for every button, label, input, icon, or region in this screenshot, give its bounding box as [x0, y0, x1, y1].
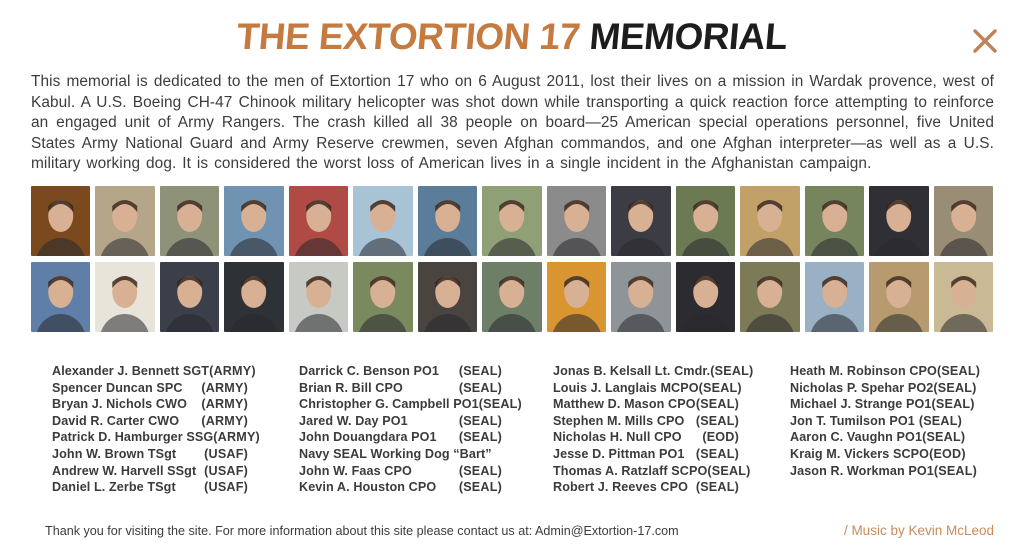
roster-branch: (ARMY): [201, 413, 248, 428]
person-silhouette-icon: [805, 186, 864, 256]
header: [0, 0, 1024, 66]
portrait-photo: [289, 262, 348, 332]
roster-branch: (EOD): [929, 446, 966, 461]
portrait-photo: [740, 262, 799, 332]
roster-row: [553, 463, 751, 480]
footer: [0, 523, 1024, 538]
person-silhouette-icon: [31, 262, 90, 332]
portrait-photo: [160, 186, 219, 256]
page-title-accent: THE EXTORTION 17: [235, 16, 582, 57]
roster-name: John W. Brown TSgt: [52, 446, 177, 461]
roster-branch: (SEAL): [933, 380, 977, 395]
roster-row: [299, 396, 522, 413]
roster-branch: (ARMY): [201, 397, 248, 412]
roster-row: [553, 413, 739, 430]
roster-branch: (SEAL): [458, 380, 502, 395]
roster: [52, 363, 994, 496]
roster-branch: (USAF): [204, 480, 248, 495]
roster-name: Heath M. Robinson CPO: [790, 363, 937, 378]
portrait-photo: [224, 262, 283, 332]
roster-branch: (SEAL): [458, 463, 502, 478]
roster-branch: (SEAL): [710, 363, 754, 378]
person-silhouette-icon: [676, 262, 735, 332]
roster-name: David R. Carter CWO: [52, 413, 180, 428]
roster-row: [299, 479, 502, 496]
roster-branch: (EOD): [702, 430, 739, 445]
person-silhouette-icon: [418, 262, 477, 332]
roster-name: Andrew W. Harvell SSgt: [52, 463, 197, 478]
roster-name: Jon T. Tumilson PO1: [790, 413, 915, 428]
person-silhouette-icon: [869, 186, 928, 256]
person-silhouette-icon: [224, 262, 283, 332]
person-silhouette-icon: [547, 262, 606, 332]
roster-branch: (SEAL): [458, 363, 502, 378]
roster-branch: (USAF): [204, 463, 248, 478]
roster-row: [52, 396, 248, 413]
person-silhouette-icon: [160, 186, 219, 256]
roster-row: [553, 396, 739, 413]
roster-branch: (SEAL): [458, 480, 502, 495]
roster-row: [790, 463, 978, 480]
roster-column-2: [299, 363, 522, 496]
roster-name: Navy SEAL Working Dog “Bart”: [299, 446, 492, 461]
roster-name: Thomas A. Ratzlaff SCPO: [553, 463, 708, 478]
roster-branch: (SEAL): [931, 397, 975, 412]
portrait-photo: [547, 262, 606, 332]
music-credit-link[interactable]: / Music by Kevin McLeod: [843, 523, 994, 538]
person-silhouette-icon: [353, 186, 412, 256]
roster-name: Jason R. Workman PO1: [790, 463, 934, 478]
photo-grid: [31, 186, 993, 332]
roster-name: Matthew D. Mason CPO: [553, 397, 696, 412]
person-silhouette-icon: [353, 262, 412, 332]
roster-row: [553, 429, 739, 446]
roster-row: [52, 363, 256, 380]
roster-branch: (SEAL): [478, 397, 522, 412]
roster-name: Bryan J. Nichols CWO: [52, 397, 187, 412]
roster-name: Kraig M. Vickers SCPO: [790, 446, 930, 461]
roster-name: Darrick C. Benson PO1: [299, 363, 439, 378]
roster-branch: (SEAL): [933, 463, 978, 478]
portrait-photo: [934, 262, 993, 332]
portrait-photo: [676, 262, 735, 332]
person-silhouette-icon: [482, 262, 541, 332]
roster-branch: (SEAL): [695, 413, 739, 428]
intro-paragraph: This memorial is dedicated to the men of Extortion 17 who on 6 August 2011, lost their lives on a mission in Wardak provence, west of Kabul. A U.S. Boeing CH-47 Chinook military helicopter was shot down while transporting a quick reaction force attempting to reinforce an engaged unit of Army Rangers. The crash killed all 38 people on board—25 American special operations personnel, five United States Army National Guard and Army Reserve crewmen, seven Afghan commandos, and one Afghan interpreter—as well as a U.S. military working dog. It is considered the worst loss of American lives in a single incident in the Afghanistan campaign.: [31, 73, 994, 173]
person-silhouette-icon: [934, 262, 993, 332]
roster-row: [52, 413, 248, 430]
close-icon[interactable]: [968, 24, 1002, 58]
portrait-photo: [160, 262, 219, 332]
portrait-photo: [353, 186, 412, 256]
person-silhouette-icon: [31, 186, 90, 256]
person-silhouette-icon: [224, 186, 283, 256]
roster-name: Jared W. Day PO1: [299, 413, 408, 428]
roster-name: Michael J. Strange PO1: [790, 397, 932, 412]
portrait-photo: [95, 262, 154, 332]
roster-branch: (SEAL): [936, 363, 981, 378]
roster-name: Patrick D. Hamburger SSG: [52, 430, 214, 445]
roster-row: [553, 446, 739, 463]
roster-column-4: [790, 363, 981, 496]
portrait-photo: [482, 186, 541, 256]
roster-row: [553, 479, 739, 496]
person-silhouette-icon: [611, 186, 670, 256]
portrait-photo: [869, 262, 928, 332]
roster-row: [299, 429, 502, 446]
roster-name: Christopher G. Campbell PO1: [299, 397, 479, 412]
roster-row: [790, 429, 966, 446]
roster-branch: (ARMY): [209, 363, 256, 378]
roster-branch: (SEAL): [458, 413, 502, 428]
page-title-rest: MEMORIAL: [587, 16, 789, 57]
roster-name: Aaron C. Vaughn PO1: [790, 430, 923, 445]
roster-name: Alexander J. Bennett SGT: [52, 363, 210, 378]
person-silhouette-icon: [95, 262, 154, 332]
person-silhouette-icon: [289, 186, 348, 256]
portrait-photo: [482, 262, 541, 332]
person-silhouette-icon: [805, 262, 864, 332]
photo-row-2: [31, 262, 993, 332]
roster-row: [553, 380, 742, 397]
portrait-photo: [611, 262, 670, 332]
person-silhouette-icon: [547, 186, 606, 256]
roster-row: [790, 380, 977, 397]
portrait-photo: [676, 186, 735, 256]
roster-name: Nicholas P. Spehar PO2: [790, 380, 934, 395]
roster-row: [299, 446, 502, 463]
portrait-photo: [611, 186, 670, 256]
person-silhouette-icon: [934, 186, 993, 256]
person-silhouette-icon: [160, 262, 219, 332]
roster-branch: (SEAL): [458, 430, 502, 445]
roster-name: Louis J. Langlais MCPO: [553, 380, 699, 395]
roster-name: Jonas B. Kelsall Lt. Cmdr.: [553, 363, 711, 378]
roster-name: John Douangdara PO1: [299, 430, 437, 445]
roster-row: [52, 429, 260, 446]
person-silhouette-icon: [869, 262, 928, 332]
roster-row: [790, 396, 975, 413]
roster-branch: (SEAL): [695, 397, 739, 412]
roster-branch: (ARMY): [201, 380, 248, 395]
photo-row-1: [31, 186, 993, 256]
roster-row: [299, 413, 502, 430]
roster-branch: (SEAL): [695, 446, 739, 461]
person-silhouette-icon: [740, 186, 799, 256]
roster-row: [790, 446, 966, 463]
person-silhouette-icon: [740, 262, 799, 332]
roster-row: [299, 380, 502, 397]
portrait-photo: [418, 186, 477, 256]
portrait-photo: [805, 262, 864, 332]
portrait-photo: [805, 186, 864, 256]
person-silhouette-icon: [676, 186, 735, 256]
portrait-photo: [934, 186, 993, 256]
roster-column-3: [553, 363, 754, 496]
person-silhouette-icon: [418, 186, 477, 256]
roster-branch: (ARMY): [213, 430, 260, 445]
roster-branch: (SEAL): [698, 380, 742, 395]
footer-thanks-text: Thank you for visiting the site. For more information about this site please contact us at: Admin@Extortion-17.com: [45, 524, 679, 538]
roster-row: [299, 363, 502, 380]
person-silhouette-icon: [482, 186, 541, 256]
person-silhouette-icon: [611, 262, 670, 332]
roster-row: [52, 380, 248, 397]
roster-branch: (SEAL): [707, 463, 751, 478]
roster-row: [790, 363, 981, 380]
roster-name: Brian R. Bill CPO: [299, 380, 403, 395]
person-silhouette-icon: [289, 262, 348, 332]
portrait-photo: [547, 186, 606, 256]
person-silhouette-icon: [95, 186, 154, 256]
roster-row: [52, 479, 248, 496]
portrait-photo: [418, 262, 477, 332]
portrait-photo: [31, 262, 90, 332]
portrait-photo: [289, 186, 348, 256]
roster-column-1: [52, 363, 260, 496]
roster-row: [52, 446, 248, 463]
roster-name: Kevin A. Houston CPO: [299, 480, 437, 495]
roster-name: John W. Faas CPO: [299, 463, 412, 478]
roster-name: Robert J. Reeves CPO: [553, 480, 688, 495]
portrait-photo: [740, 186, 799, 256]
portrait-photo: [869, 186, 928, 256]
portrait-photo: [31, 186, 90, 256]
roster-name: Daniel L. Zerbe TSgt: [52, 480, 176, 495]
roster-branch: (USAF): [204, 446, 248, 461]
roster-name: Stephen M. Mills CPO: [553, 413, 685, 428]
roster-branch: (SEAL): [922, 430, 966, 445]
roster-name: Spencer Duncan SPC: [52, 380, 183, 395]
roster-branch: (SEAL): [695, 480, 739, 495]
roster-name: Nicholas H. Null CPO: [553, 430, 682, 445]
roster-name: Jesse D. Pittman PO1: [553, 446, 685, 461]
roster-row: [553, 363, 754, 380]
portrait-photo: [353, 262, 412, 332]
roster-row: [52, 463, 248, 480]
page-title: [0, 16, 1024, 58]
roster-row: [299, 463, 502, 480]
portrait-photo: [224, 186, 283, 256]
roster-branch: (SEAL): [918, 413, 962, 428]
portrait-photo: [95, 186, 154, 256]
roster-row: [790, 413, 962, 430]
